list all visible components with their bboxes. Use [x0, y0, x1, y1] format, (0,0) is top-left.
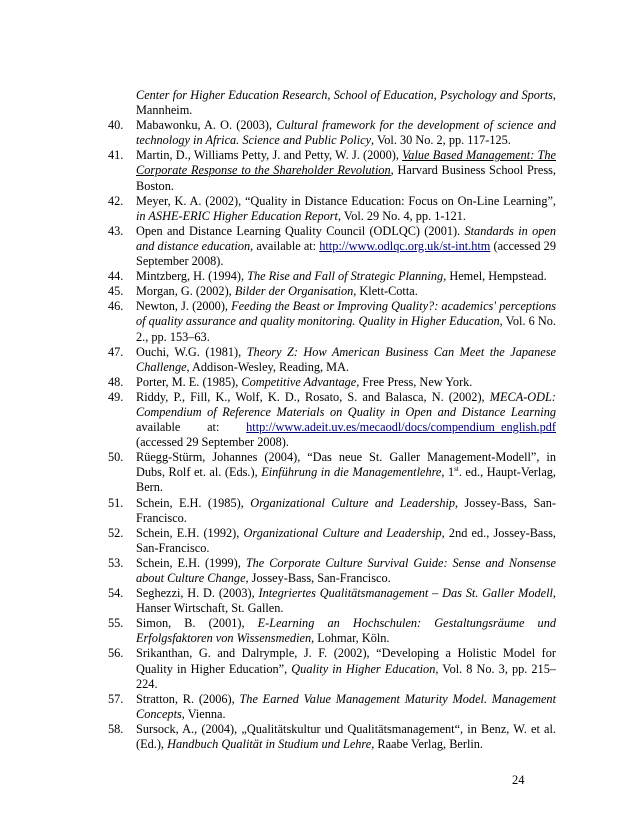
reference-number: 53.	[108, 555, 124, 570]
reference-text: , 1	[441, 465, 455, 480]
reference-item	[108, 496, 556, 526]
reference-text: Simon, B. (2001),	[136, 616, 258, 631]
reference-item	[108, 692, 556, 722]
italic-title: Standards in open and distance education	[136, 223, 556, 253]
reference-item	[108, 299, 556, 344]
italic-title: Center for Higher Education Research, School of Education, Psychology and Sports	[136, 88, 553, 102]
reference-text: , Vienna.	[181, 706, 226, 721]
reference-number: 58.	[108, 721, 124, 736]
reference-number: 52.	[108, 525, 124, 540]
reference-text: Porter, M. E. (1985),	[136, 374, 242, 389]
reference-item	[108, 269, 556, 284]
reference-number: 43.	[108, 223, 124, 238]
reference-text: Riddy, P., Fill, K., Wolf, K. D., Rosato, S. and Balasca, N. (2002),	[136, 389, 490, 404]
reference-text: Newton, J. (2000),	[136, 299, 232, 314]
superscript: st	[454, 465, 459, 474]
reference-text: , 2nd ed., Jossey-Bass, San-Francisco.	[136, 525, 556, 555]
reference-item	[108, 375, 556, 390]
italic-title: Competitive Advantage	[241, 374, 357, 389]
reference-item	[108, 224, 556, 269]
reference-text: , Jossey-Bass, San-Francisco.	[136, 495, 556, 525]
reference-text: , Vol. 30 No. 2, pp. 117-125.	[371, 133, 511, 148]
italic-title: MECA-ODL: Compendium of Reference Materials on Quality in Open and Distance Learning	[136, 389, 556, 419]
reference-text: , Hemel, Hempstead.	[443, 269, 547, 284]
reference-text: Rüegg-Stürm, Johannes (2004), “Das neue St. Galler Management-Modell”, in Dubs, Rolf et. al. (Eds.),	[136, 450, 556, 480]
reference-text: Schein, E.H. (1985),	[136, 495, 251, 510]
reference-text: Schein, E.H. (1999),	[136, 555, 246, 570]
reference-item	[108, 616, 556, 646]
reference-text: , Vol. 6 No. 2., pp. 153–63.	[136, 314, 556, 344]
reference-item	[108, 118, 556, 148]
page-number: 24	[512, 773, 525, 787]
italic-title: Feeding the Beast or Improving Quality?: academics' perceptions of quality assurance and quality monitoring. Quality in Higher Education	[136, 299, 556, 329]
reference-text: , Jossey-Bass, San-Francisco.	[245, 571, 391, 585]
italic-title: Handbuch Qualität in Studium und Lehre	[167, 737, 372, 752]
italic-title: The Corporate Culture Survival Guide: Sense and Nonsense about Culture Change	[136, 555, 556, 585]
reference-text: , available at:	[250, 238, 320, 253]
italic-title: Organizational Culture and Leadership	[250, 495, 456, 510]
reference-item	[108, 722, 556, 752]
italic-title: Cultural framework for the development of science and technology in Africa. Science and Public Policy	[136, 118, 556, 148]
italic-title: The Earned Value Management Maturity Model. Management Concepts	[136, 691, 556, 721]
reference-item	[108, 148, 556, 193]
italic-title: Bilder der Organisation	[234, 284, 354, 299]
reference-text: , Free Press, New York.	[356, 374, 473, 389]
reference-text: , Raabe Verlag, Berlin.	[371, 737, 484, 752]
reference-number: 40.	[108, 118, 124, 133]
reference-text: . ed., Haupt-Verlag, Bern.	[136, 465, 557, 495]
reference-item	[108, 556, 556, 586]
italic-title: The Rise and Fall of Strategic Planning	[247, 269, 444, 284]
reference-number: 42.	[108, 193, 124, 208]
reference-number: 45.	[108, 284, 124, 299]
reference-text: , Addison-Wesley, Reading, MA.	[186, 359, 350, 374]
reference-item	[108, 194, 556, 224]
reference-text: Srikanthan, G. and Dalrymple, J. F. (2002), “Developing a Holistic Model for Quality in Higher Education”	[136, 646, 556, 676]
reference-text: , Vol. 29 No. 4, pp. 1-121.	[337, 208, 466, 223]
reference-link[interactable]: http://www.adeit.uv.es/mecaodl/docs/compendium_english.pdf	[246, 420, 556, 435]
reference-item	[108, 450, 556, 495]
reference-text: , Lohmar, Köln.	[311, 631, 390, 646]
reference-link[interactable]: http://www.odlqc.org.uk/st-int.htm	[319, 238, 491, 253]
italic-title: in ASHE-ERIC Higher Education Report	[136, 208, 338, 223]
italic-title: E-Learning an Hochschulen: Gestaltungsräume und Erfolgsfaktoren von Wissensmedien	[136, 616, 556, 646]
reference-number: 56.	[108, 646, 124, 661]
reference-item	[108, 88, 556, 118]
reference-text: Mabawonku, A. O. (2003),	[136, 118, 277, 133]
reference-text: , Klett-Cotta.	[353, 284, 418, 299]
italic-title: Einführung in die Managementlehre	[261, 465, 442, 480]
reference-text: , Hanser Wirtschaft, St. Gallen.	[136, 586, 556, 616]
reference-item	[108, 586, 556, 616]
reference-item	[108, 284, 556, 299]
reference-number: 50.	[108, 450, 124, 465]
reference-number: 41.	[108, 148, 124, 163]
reference-number: 49.	[108, 389, 124, 404]
reference-text: Martin, D., Williams Petty, J. and Petty, W. J. (2000),	[136, 148, 403, 163]
reference-text: Ouchi, W.G. (1981),	[136, 344, 247, 359]
reference-text: Sursock, A., (2004), „Qualitätskultur und Qualitätsmanagement“, in Benz, W. et al. (Ed.),	[136, 721, 556, 752]
reference-text: Schein, E.H. (1992),	[136, 525, 244, 540]
reference-text: , Mannheim.	[136, 88, 556, 118]
reference-text: , Harvard Business School Press, Boston.	[136, 163, 556, 193]
reference-text: Mintzberg, H. (1994),	[136, 269, 248, 284]
reference-number: 54.	[108, 586, 124, 601]
reference-number: 57.	[108, 691, 124, 706]
reference-text: Seghezzi, H. D. (2003),	[136, 586, 259, 601]
reference-number: 44.	[108, 269, 124, 284]
reference-item	[108, 390, 556, 450]
reference-number: 48.	[108, 374, 124, 389]
italic-title: Organizational Culture and Leadership	[243, 525, 442, 540]
italic-title: Theory Z: How American Business Can Meet the Japanese Challenge	[136, 344, 556, 374]
reference-item	[108, 345, 556, 375]
reference-number: 55.	[108, 616, 124, 631]
underlined-title-text: Value Based Management: The Corporate Response to the Shareholder Revolution	[136, 148, 556, 178]
reference-text: Stratton, R. (2006),	[136, 691, 240, 706]
reference-item	[108, 646, 556, 691]
reference-number: 47.	[108, 344, 124, 359]
reference-text: (accessed 29 September 2008).	[136, 238, 556, 269]
italic-title: , Quality in Higher Education	[284, 661, 436, 676]
reference-number: 46.	[108, 299, 124, 314]
reference-text: Meyer, K. A. (2002), “Quality in Distance Education: Focus on On-Line Learning”,	[136, 193, 556, 208]
reference-text: (accessed 29 September 2008).	[136, 435, 289, 450]
reference-number: 51.	[108, 495, 124, 510]
reference-text: available at:	[136, 420, 247, 435]
reference-text: Morgan, G. (2002),	[136, 284, 235, 299]
reference-item	[108, 526, 556, 556]
reference-list	[108, 88, 556, 752]
reference-text: Open and Distance Learning Quality Council (ODLQC) (2001).	[136, 223, 465, 238]
italic-title: Integriertes Qualitätsmanagement – Das St. Galler Modell	[258, 586, 553, 601]
reference-text: , Vol. 8 No. 3, pp. 215–224.	[136, 661, 557, 691]
